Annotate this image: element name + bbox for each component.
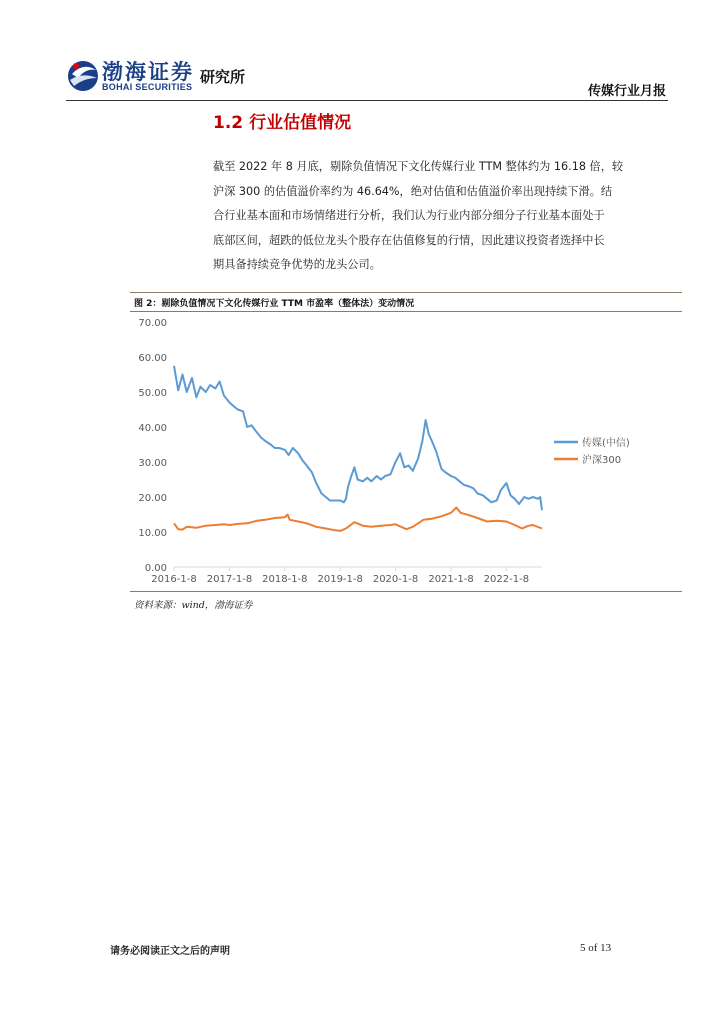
y-tick-label: 60.00 [138, 353, 167, 364]
y-tick-label: 50.00 [138, 388, 167, 399]
pe-ratio-line-chart [130, 312, 682, 592]
body-paragraph [213, 155, 659, 278]
y-axis [138, 318, 167, 574]
y-tick-label: 30.00 [138, 458, 167, 469]
header-divider [66, 100, 668, 101]
legend-label: 沪深300 [582, 455, 622, 466]
body-line: 合行业基本面和市场情绪进行分析，我们认为行业内部分细分子行业基本面处于 [213, 209, 605, 222]
body-line: 沪深 300 的估值溢价率约为 46.64%，绝对估值和估值溢价率出现持续下滑。结 [213, 184, 613, 198]
report-type: 传媒行业月报 [587, 84, 666, 99]
series-line-1 [174, 366, 542, 511]
y-tick-label: 0.00 [144, 563, 167, 574]
figure-top-rule [130, 292, 682, 293]
x-tick-label: 2019-1-8 [317, 574, 363, 585]
logo-chinese-name: 渤海证券 [102, 59, 194, 84]
chart-legend [554, 436, 630, 466]
x-tick-label: 2020-1-8 [372, 574, 419, 585]
x-tick-label: 2017-1-8 [206, 574, 253, 585]
legend-label: 传媒(中信) [582, 438, 630, 449]
y-tick-label: 70.00 [138, 318, 167, 329]
series-lines [174, 366, 542, 531]
series-line-2 [174, 508, 542, 531]
section-title-text: 行业估值情况 [249, 113, 352, 133]
logo-english-name: BOHAI SECURITIES [102, 82, 193, 92]
disclaimer-note: 请务必阅读正文之后的声明 [110, 946, 230, 957]
y-tick-label: 10.00 [138, 528, 167, 539]
y-tick-label: 20.00 [138, 493, 167, 504]
x-axis [151, 567, 529, 585]
body-line: 底部区间，超跌的低位龙头个股存在估值修复的行情，因此建议投资者选择中长 [213, 233, 605, 247]
body-line: 截至 2022 年 8 月底，剔除负值情况下文化传媒行业 TTM 整体约为 16.18 倍，较 [213, 160, 624, 173]
institute-name: 研究所 [200, 68, 246, 86]
body-line: 期具备持续竞争优势的龙头公司。 [213, 258, 381, 271]
page-number: 5 of 13 [580, 942, 612, 954]
figure-source: 资料来源：wind，渤海证券 [134, 600, 253, 611]
figure-bottom-rule [130, 591, 682, 592]
section-title [213, 108, 351, 133]
figure-caption: 图 2：剔除负值情况下文化传媒行业 TTM 市盈率（整体法）变动情况 [134, 299, 415, 309]
section-number: 1.2 [213, 113, 244, 133]
y-tick-label: 40.00 [138, 423, 167, 434]
x-tick-label: 2022-1-8 [483, 574, 530, 585]
x-tick-label: 2016-1-8 [151, 574, 197, 585]
x-tick-label: 2018-1-8 [262, 574, 308, 585]
x-tick-label: 2021-1-8 [428, 574, 474, 585]
